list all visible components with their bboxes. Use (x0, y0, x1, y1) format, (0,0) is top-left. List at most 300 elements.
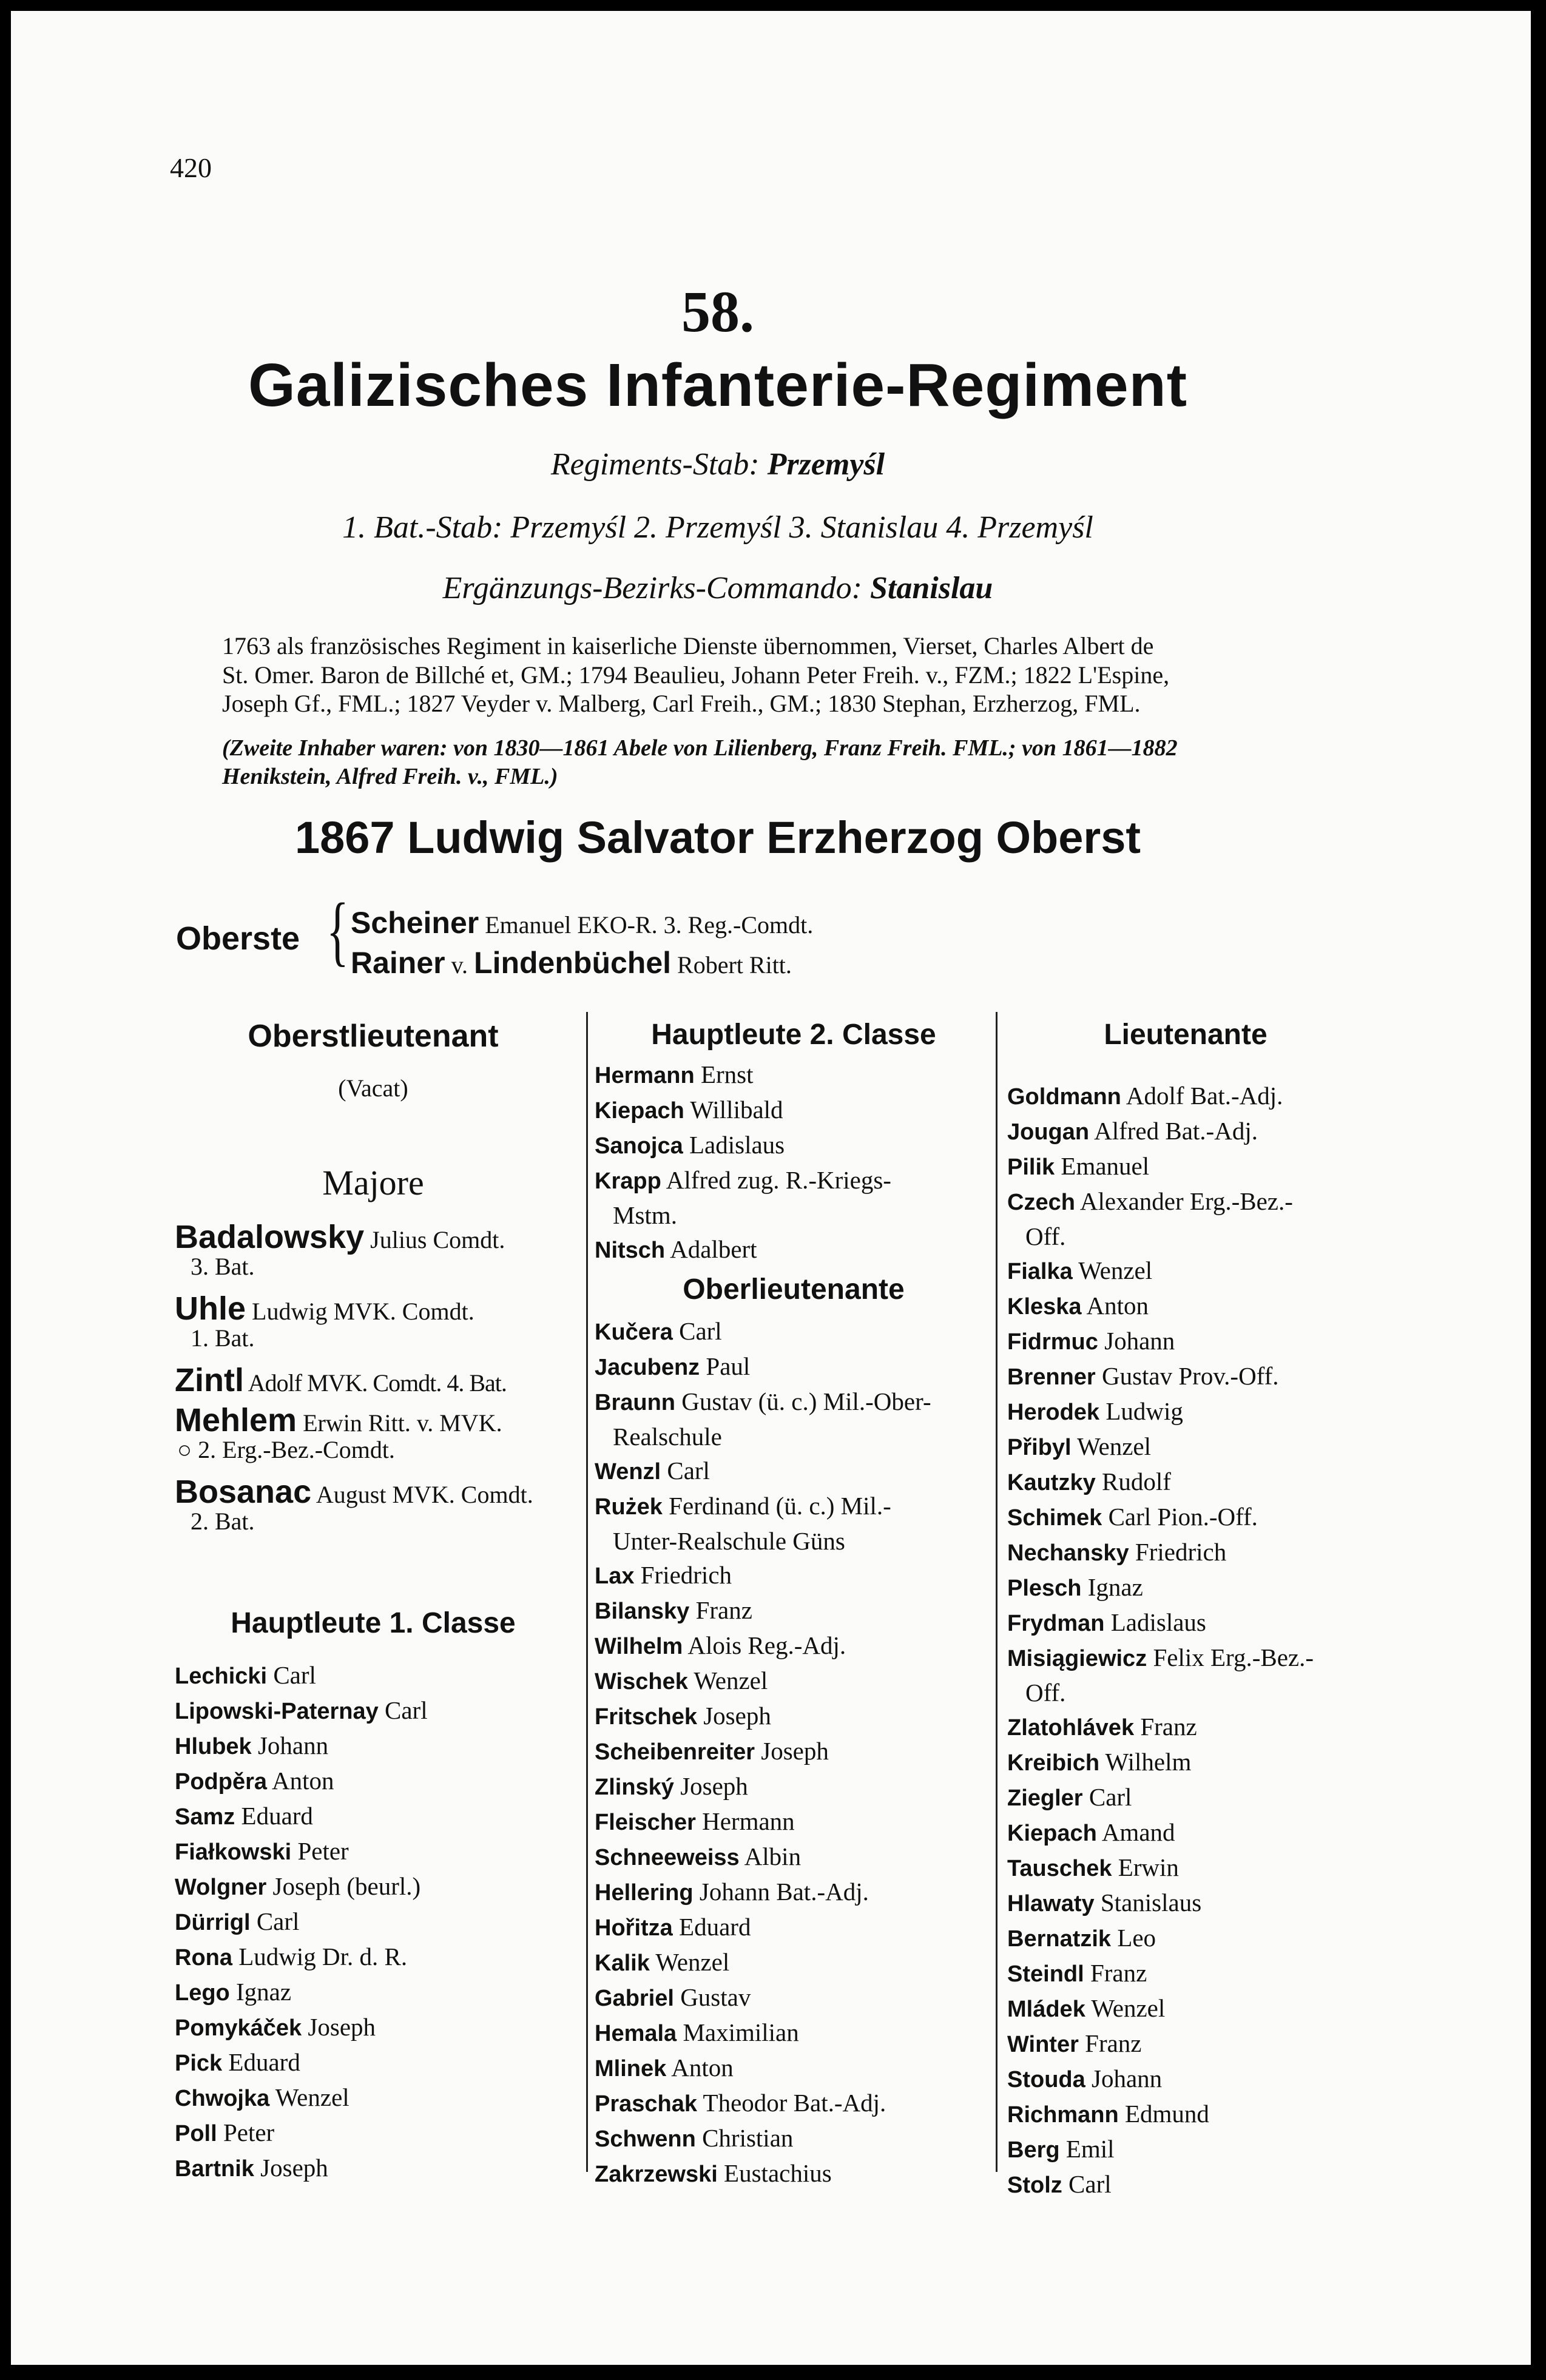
hauptmann-1-entry (175, 2115, 581, 2151)
entry-text (595, 1910, 751, 1945)
hauptmann-1-entry-details: Anton (267, 1767, 334, 1795)
lieutenant-entry-details: Stanislaus (1094, 1889, 1202, 1916)
lieutenant-entry-surname: Tauschek (1007, 1856, 1112, 1881)
oberlieutenant-entry (595, 2086, 990, 2121)
oberlieutenant-entry (595, 2051, 990, 2086)
oberlieutenant-entry (595, 1489, 990, 1524)
majore-list (175, 1218, 581, 1545)
lieutenant-entry (1007, 1780, 1371, 1815)
hauptmann-1-entry-details: Johann (251, 1731, 329, 1759)
document-page (11, 11, 1531, 2365)
lieutenant-entry-surname: Kautzky (1007, 1470, 1096, 1495)
oberlieutenant-entry-continuation (595, 1420, 990, 1454)
oberlieutenant-entry-details: Joseph (697, 1702, 771, 1730)
lieutenant-entry (1007, 2097, 1371, 2132)
hauptmann-2-entry-surname: Krapp (595, 1168, 661, 1194)
entry-text (595, 2156, 832, 2191)
entry-text (175, 1869, 420, 1904)
oberlieutenant-entry-details: Franz (689, 1596, 752, 1624)
lieutenant-entry (1007, 1184, 1371, 1219)
entry-text: Bosanac August MVK. Comdt. (175, 1474, 533, 1510)
entry-text: Mehlem Erwin Ritt. v. MVK. (175, 1402, 502, 1438)
entry-text (1007, 1956, 1147, 1991)
entry-text (1007, 1429, 1151, 1465)
hauptmann-1-entry-surname: Podpěra (175, 1769, 268, 1795)
hauptmann-1-entry-surname: Pomykáček (175, 2015, 302, 2041)
oberlieutenant-entry-surname: Bilansky (595, 1599, 690, 1624)
lieutenant-entry-details: Anton (1081, 1292, 1149, 1320)
hauptmann-1-entry (175, 1904, 581, 1940)
oberlieutenant-entry-surname: Gabriel (595, 1986, 674, 2011)
hauptmann-1-entry (175, 2080, 581, 2115)
entry-text: Mstm. (613, 1201, 677, 1229)
oberlieutenant-entry-details: Albin (739, 1842, 802, 1870)
lieutenant-entry-details: Adolf Bat.-Adj. (1121, 1082, 1283, 1110)
lieutenant-entry-continuation (1007, 1219, 1371, 1253)
oberlieutenant-entry-surname: Wenzl (595, 1459, 661, 1485)
regiment-number: 58. (681, 279, 754, 344)
oberlieutenante-list (595, 1314, 990, 2191)
lieutenant-entry-surname: Frydman (1007, 1611, 1105, 1636)
hauptmann-1-entry-details: Carl (378, 1696, 428, 1724)
page-number: 420 (170, 152, 212, 183)
oberst-entry-1: Scheiner Emanuel EKO-R. 3. Reg.-Comdt. (351, 906, 814, 940)
hauptmann-1-entry-details: Peter (217, 2119, 275, 2146)
lieutenant-entry (1007, 1570, 1371, 1605)
oberlieutenante-header: Oberlieutenante (683, 1273, 905, 1306)
lieutenant-entry-details: Johann (1098, 1327, 1175, 1355)
entry-text (595, 1454, 710, 1489)
oberlieutenant-entry-details: Carl (661, 1457, 710, 1485)
lieutenant-entry-surname: Kleska (1007, 1294, 1082, 1320)
entry-text (1007, 2167, 1112, 2202)
oberlieutenant-entry-surname: Wilhelm (595, 1634, 683, 1659)
entry-text: Realschule (613, 1423, 722, 1451)
lieutenant-entry-details: Ignaz (1081, 1573, 1143, 1601)
lieutenant-entry (1007, 1640, 1371, 1676)
oberlieutenant-entry-details: Friedrich (634, 1561, 732, 1589)
lieutenant-entry-details: Carl (1062, 2170, 1112, 2198)
hauptmann-1-entry (175, 1728, 581, 1764)
oberlieutenant-entry (595, 1558, 990, 1593)
lieutenant-entry (1007, 1359, 1371, 1394)
history-line-1: 1763 als französisches Regiment in kaiserliche Dienste übernommen, Vierset, Charles Albert de (222, 632, 1154, 659)
oberlieutenant-entry-surname: Rużek (595, 1494, 663, 1520)
entry-text (1007, 1535, 1226, 1570)
lieutenant-entry-details: Edmund (1118, 2100, 1209, 2128)
oberlieutenant-entry-surname: Kučera (595, 1320, 673, 1345)
major-entry (175, 1361, 581, 1401)
lieutenant-entry (1007, 1465, 1371, 1500)
lieutenant-entry-details: Franz (1134, 1713, 1197, 1741)
entry-text (1007, 1324, 1175, 1359)
lieutenant-entry (1007, 1253, 1371, 1289)
oberlieutenant-entry (595, 2121, 990, 2156)
lieutenant-entry-continuation (1007, 1676, 1371, 1710)
hauptmann-1-entry-surname: Chwojka (175, 2086, 270, 2111)
oberlieutenant-entry-details: Theodor Bat.-Adj. (697, 2089, 886, 2117)
hauptmann-1-entry-details: Peter (291, 1837, 349, 1865)
hauptmann-1-entry-details: Wenzel (269, 2083, 349, 2111)
hauptmann-1-entry (175, 1693, 581, 1728)
lieutenant-entry-surname: Mládek (1007, 1997, 1085, 2022)
staff-place: Przemyśl (767, 447, 885, 482)
oberlieutenant-entry (595, 1839, 990, 1875)
lieutenant-entry (1007, 1745, 1371, 1780)
hauptmann-2-entry (595, 1057, 990, 1093)
entry-text (595, 1839, 801, 1875)
lieutenant-entry-surname: Fialka (1007, 1259, 1073, 1284)
oberlieutenant-entry (595, 1664, 990, 1699)
entry-text (175, 1975, 291, 2010)
lieutenant-entry-details: Rudolf (1095, 1468, 1171, 1495)
oberlieutenant-entry-surname: Schneeweiss (595, 1845, 740, 1870)
lieutenant-entry (1007, 1921, 1371, 1956)
oberlieutenant-entry-details: Eustachius (717, 2159, 832, 2187)
entry-text (595, 1804, 795, 1839)
major-entry-cont: 1. Bat. (191, 1324, 255, 1352)
regiment-title (11, 351, 1425, 420)
entry-text (595, 1057, 754, 1093)
lieutenant-entry-surname: Ziegler (1007, 1785, 1083, 1811)
entry-text (595, 1980, 751, 2015)
lieutenant-entry-details: Emanuel (1055, 1152, 1150, 1180)
hauptmann-1-entry-details: Joseph (254, 2154, 328, 2182)
hauptmann-2-entry (595, 1163, 990, 1198)
hauptmann-1-entry-details: Eduard (222, 2048, 300, 2076)
battalion-staff-line: 1. Bat.-Stab: Przemyśl 2. Przemyśl 3. Stanislau 4. Przemyśl (342, 510, 1093, 545)
hauptmann-1-entry (175, 2151, 581, 2186)
lieutenant-entry-details: Alfred Bat.-Adj. (1089, 1117, 1258, 1145)
hauptmann-1-entry-surname: Poll (175, 2121, 217, 2146)
lieutenant-entry (1007, 1114, 1371, 1149)
entry-text (1007, 1886, 1201, 1921)
entry-text (595, 1593, 752, 1628)
lieutenant-entry-details: Erwin (1112, 1853, 1179, 1881)
lieutenant-entry-surname: Misiągiewicz (1007, 1646, 1147, 1671)
major-entry (175, 1473, 581, 1510)
column-divider-left (586, 1012, 588, 2172)
oberlieutenant-entry-details: Wenzel (649, 1948, 730, 1976)
lieutenant-entry-surname: Bernatzik (1007, 1926, 1112, 1952)
entry-text (175, 2115, 274, 2151)
hauptmann-1-entry-surname: Lechicki (175, 1664, 268, 1689)
entry-text (595, 1664, 768, 1699)
hauptmann-2-entry-surname: Sanojca (595, 1133, 683, 1159)
lieutenant-entry (1007, 1394, 1371, 1429)
hauptmann-2-entry (595, 1128, 990, 1163)
lieutenant-entry-details: Felix Erg.-Bez.- (1147, 1643, 1314, 1671)
oberst-entry-2: Rainer v. Lindenbüchel Robert Ritt. (351, 946, 792, 980)
entry-text: Unter-Realschule Güns (613, 1527, 845, 1555)
entry-text (595, 2051, 734, 2086)
hauptmann-1-entry (175, 2010, 581, 2045)
entry-text (175, 2010, 376, 2045)
lieutenant-entry (1007, 1289, 1371, 1324)
district-command-line (11, 570, 1425, 606)
lieutenant-entry-details: Wenzel (1085, 1994, 1166, 2022)
hauptmann-1-entry-details: Joseph (302, 2013, 376, 2041)
major-entry-cont: ○ 2. Erg.-Bez.-Comdt. (177, 1436, 395, 1463)
oberlieutenant-entry (595, 1910, 990, 1945)
lieutenant-entry-surname: Fidrmuc (1007, 1329, 1098, 1355)
entry-text (595, 1232, 757, 1267)
entry-text (175, 1799, 313, 1834)
major-entry-cont: 3. Bat. (191, 1253, 255, 1280)
lieutenant-entry (1007, 1429, 1371, 1465)
lieutenant-entry (1007, 2167, 1371, 2202)
oberlieutenant-entry-details: Joseph (673, 1772, 748, 1800)
oberlieutenant-entry-details: Gustav (673, 1983, 751, 2011)
entry-text (1007, 1640, 1314, 1676)
hauptmann-1-entry (175, 1834, 581, 1869)
owner-line (11, 812, 1425, 863)
second-owners-line-1: (Zweite Inhaber waren: von 1830—1861 Abele von Lilienberg, Franz Freih. FML.; von 1861—1882 (222, 735, 1178, 761)
entry-text (1007, 1605, 1206, 1640)
hauptleute1-header: Hauptleute 1. Classe (231, 1607, 516, 1639)
entry-text: Off. (1025, 1679, 1066, 1707)
oberlieutenant-entry (595, 1875, 990, 1910)
column-divider-right (996, 1012, 997, 2172)
oberlieutenant-entry-details: Joseph (755, 1737, 829, 1765)
hauptmann-2-entry-details: Ernst (694, 1060, 754, 1088)
lieutenant-entry-details: Gustav Prov.-Off. (1095, 1362, 1279, 1390)
entry-text (595, 1163, 891, 1198)
major-entry (175, 1290, 581, 1327)
entry-text (175, 1834, 349, 1869)
oberlieutenant-entry-surname: Mlinek (595, 2056, 667, 2082)
entry-text (1007, 1079, 1283, 1114)
hauptmann-2-entry-surname: Nitsch (595, 1238, 666, 1263)
oberlieutenant-entry-details: Eduard (672, 1913, 751, 1941)
lieutenant-entry-surname: Stolz (1007, 2173, 1062, 2198)
oberlieutenant-entry-surname: Zakrzewski (595, 2162, 718, 2187)
entry-text (175, 1764, 334, 1799)
lieutenant-entry-surname: Goldmann (1007, 1084, 1121, 1110)
oberste-label: Oberste (176, 920, 300, 957)
staff-label: Regiments-Stab: (550, 447, 760, 482)
entry-text (595, 1349, 750, 1384)
oberlieutenant-entry (595, 1804, 990, 1839)
lieutenant-entry-details: Leo (1111, 1924, 1156, 1952)
hauptmann-1-entry-surname: Wolgner (175, 1875, 267, 1900)
entry-text (175, 2151, 328, 2186)
regiment-staff-line (11, 447, 1425, 482)
lieutenant-entry (1007, 1605, 1371, 1640)
entry-text (175, 1904, 299, 1940)
lieutenant-entry-surname: Herodek (1007, 1400, 1100, 1425)
hauptmann-1-entry (175, 2045, 581, 2080)
entry-text (595, 1769, 748, 1804)
hauptmann-1-entry-details: Joseph (beurl.) (266, 1872, 421, 1900)
oberlieutenant-entry-details: Maximilian (677, 2018, 799, 2046)
lieutenant-entry (1007, 1324, 1371, 1359)
hauptmann-1-entry-details: Eduard (235, 1802, 313, 1830)
lieutenant-entry-surname: Plesch (1007, 1576, 1082, 1601)
entry-text (595, 2086, 886, 2121)
hauptmann-1-entry (175, 1799, 581, 1834)
entry-text (1007, 1710, 1197, 1745)
oberlieutenant-entry (595, 2015, 990, 2051)
lieutenant-entry-surname: Nechansky (1007, 1540, 1129, 1566)
entry-text (1007, 1114, 1258, 1149)
lieutenant-entry (1007, 2132, 1371, 2167)
entry-text (1007, 1991, 1165, 2026)
lieutenant-entry (1007, 1991, 1371, 2026)
entry-text (175, 1658, 316, 1693)
oberlieutenant-entry-details: Hermann (695, 1807, 795, 1835)
oberlieutenant-entry (595, 1769, 990, 1804)
hauptleute2-list (595, 1057, 990, 1267)
oberlieutenant-entry-surname: Zlinský (595, 1775, 674, 1800)
hauptmann-1-entry-surname: Lipowski-Paternay (175, 1699, 379, 1724)
oberlieutenant-entry-details: Paul (700, 1352, 751, 1380)
entry-text (175, 1940, 407, 1975)
oberlieutenant-entry-surname: Fritschek (595, 1704, 697, 1730)
entry-text (1007, 1359, 1279, 1394)
entry-text: Badalowsky Julius Comdt. (175, 1219, 505, 1255)
entry-text (595, 1875, 869, 1910)
lieutenant-entry (1007, 1710, 1371, 1745)
oberlieutenant-entry-surname: Lax (595, 1563, 635, 1589)
lieutenant-entry-surname: Czech (1007, 1190, 1075, 1215)
entry-text (595, 1558, 732, 1593)
hauptmann-1-entry (175, 1764, 581, 1799)
lieutenant-entry-surname: Jougan (1007, 1119, 1090, 1145)
entry-text: Uhle Ludwig MVK. Comdt. (175, 1290, 474, 1327)
entry-text (595, 1384, 931, 1420)
lieutenant-entry-surname: Zlatohlávek (1007, 1715, 1135, 1741)
entry-text (1007, 1500, 1258, 1535)
lieutenant-entry-details: Friedrich (1129, 1538, 1227, 1566)
lieutenant-entry (1007, 1149, 1371, 1184)
hauptmann-2-entry (595, 1093, 990, 1128)
hauptmann-2-entry-surname: Hermann (595, 1063, 695, 1088)
hauptmann-1-entry-surname: Lego (175, 1980, 230, 2006)
entry-text (595, 1128, 785, 1163)
lieutenant-entry-details: Wilhelm (1099, 1748, 1192, 1776)
oberlieutenant-entry (595, 1699, 990, 1734)
hauptmann-1-entry-surname: Fiałkowski (175, 1839, 292, 1865)
entry-text (1007, 2061, 1162, 2097)
oberlieutenant-entry (595, 1593, 990, 1628)
lieutenant-entry-surname: Schimek (1007, 1505, 1102, 1531)
oberlieutenant-entry (595, 1628, 990, 1664)
entry-text (1007, 1149, 1149, 1184)
oberlieutenant-entry-details: Christian (695, 2124, 794, 2152)
lieutenant-entry-details: Carl (1082, 1783, 1132, 1811)
entry-text (595, 1699, 771, 1734)
lieutenant-entry (1007, 1079, 1371, 1114)
regiment-title-text: Galizisches Infanterie-Regiment (248, 351, 1188, 419)
lieutenante-list (1007, 1079, 1371, 2202)
lieutenant-entry-surname: Berg (1007, 2137, 1060, 2163)
oberlieutenant-entry (595, 1945, 990, 1980)
oberlieutenant-entry-details: Johann Bat.-Adj. (693, 1878, 869, 1906)
entry-text: Zintl Adolf MVK. Comdt. 4. Bat. (175, 1362, 507, 1398)
lieutenant-entry-details: Ludwig (1099, 1397, 1183, 1425)
hauptmann-2-entry-surname: Kiepach (595, 1098, 684, 1124)
hauptleute1-list (175, 1658, 581, 2186)
major-entry-cont: 2. Bat. (191, 1508, 255, 1535)
entry-text (1007, 1921, 1156, 1956)
entry-text (1007, 1745, 1191, 1780)
hauptmann-2-entry-continuation (595, 1198, 990, 1232)
hauptmann-1-entry-surname: Samz (175, 1804, 235, 1830)
hauptmann-1-entry-details: Carl (250, 1907, 300, 1935)
district-place: Stanislau (870, 571, 993, 605)
hauptmann-2-entry-details: Willibald (684, 1096, 783, 1124)
hauptmann-1-entry (175, 1658, 581, 1693)
oberlieutenant-entry (595, 1314, 990, 1349)
hauptmann-2-entry-details: Alfred zug. R.-Kriegs- (661, 1166, 891, 1194)
lieutenant-entry-details: Ladislaus (1104, 1608, 1206, 1636)
entry-text (1007, 1289, 1149, 1324)
lieutenant-entry-details: Wenzel (1072, 1256, 1153, 1284)
hauptmann-1-entry-surname: Bartnik (175, 2156, 254, 2182)
lieutenant-entry (1007, 1815, 1371, 1850)
oberste-brace: { (326, 888, 349, 974)
oberlieutenant-entry (595, 1384, 990, 1420)
oberlieutenant-entry-details: Wenzel (687, 1667, 768, 1694)
lieutenant-entry-details: Carl Pion.-Off. (1102, 1503, 1258, 1531)
entry-text (1007, 1465, 1171, 1500)
entry-text (1007, 2026, 1142, 2061)
lieutenant-entry (1007, 2061, 1371, 2097)
entry-text (1007, 1184, 1293, 1219)
oberst-name-1: Scheiner (351, 906, 479, 940)
oberlieutenant-entry-details: Gustav (ü. c.) Mil.-Ober- (675, 1387, 931, 1415)
district-label: Ergänzungs-Bezirks-Commando: (442, 571, 863, 605)
oberlieutenant-entry (595, 1349, 990, 1384)
oberlieutenant-entry-details: Carl (672, 1317, 722, 1345)
hauptmann-1-entry-surname: Pick (175, 2051, 223, 2076)
hauptmann-1-entry-surname: Hlubek (175, 1734, 252, 1759)
hauptmann-2-entry-details: Adalbert (665, 1235, 757, 1263)
lieutenant-entry-surname: Steindl (1007, 1961, 1084, 1987)
oberst-name-2: Rainer (351, 946, 445, 980)
lieutenant-entry (1007, 2026, 1371, 2061)
oberlieutenant-entry-surname: Praschak (595, 2091, 698, 2117)
oberlieutenant-entry-surname: Schwenn (595, 2126, 696, 2152)
hauptmann-1-entry (175, 1975, 581, 2010)
oberlieutenant-entry-surname: Braunn (595, 1390, 675, 1415)
oberlieutenant-entry-surname: Scheibenreiter (595, 1739, 755, 1765)
entry-text: Off. (1025, 1222, 1066, 1250)
lieutenant-entry-surname: Richmann (1007, 2102, 1119, 2128)
entry-text (595, 2121, 793, 2156)
majore-header: Majore (322, 1163, 424, 1202)
lieutenant-entry-surname: Kiepach (1007, 1821, 1097, 1846)
entry-text (175, 1693, 428, 1728)
lieutenant-entry (1007, 1500, 1371, 1535)
lieutenant-entry-details: Franz (1084, 1959, 1147, 1987)
oberlieutenant-entry (595, 2156, 990, 2191)
history-line-2: St. Omer. Baron de Billché et, GM.; 1794 Beaulieu, Johann Peter Freih. v., FZM.; 1822 L'Espine, (222, 661, 1170, 689)
entry-text (595, 1093, 783, 1128)
owner-line-text: 1867 Ludwig Salvator Erzherzog Oberst (294, 812, 1141, 863)
lieutenant-entry-surname: Pilik (1007, 1155, 1055, 1180)
entry-text (595, 1945, 729, 1980)
lieutenant-entry-surname: Brenner (1007, 1364, 1096, 1390)
entry-text (1007, 1570, 1143, 1605)
hauptmann-1-entry-surname: Rona (175, 1945, 232, 1970)
oberlieutenant-entry-continuation (595, 1524, 990, 1558)
oberlieutenant-entry-surname: Fleischer (595, 1810, 696, 1835)
lieutenant-entry-surname: Winter (1007, 2032, 1079, 2057)
oberlieutenant-entry-surname: Hořitza (595, 1915, 673, 1941)
major-entry (175, 1401, 581, 1438)
